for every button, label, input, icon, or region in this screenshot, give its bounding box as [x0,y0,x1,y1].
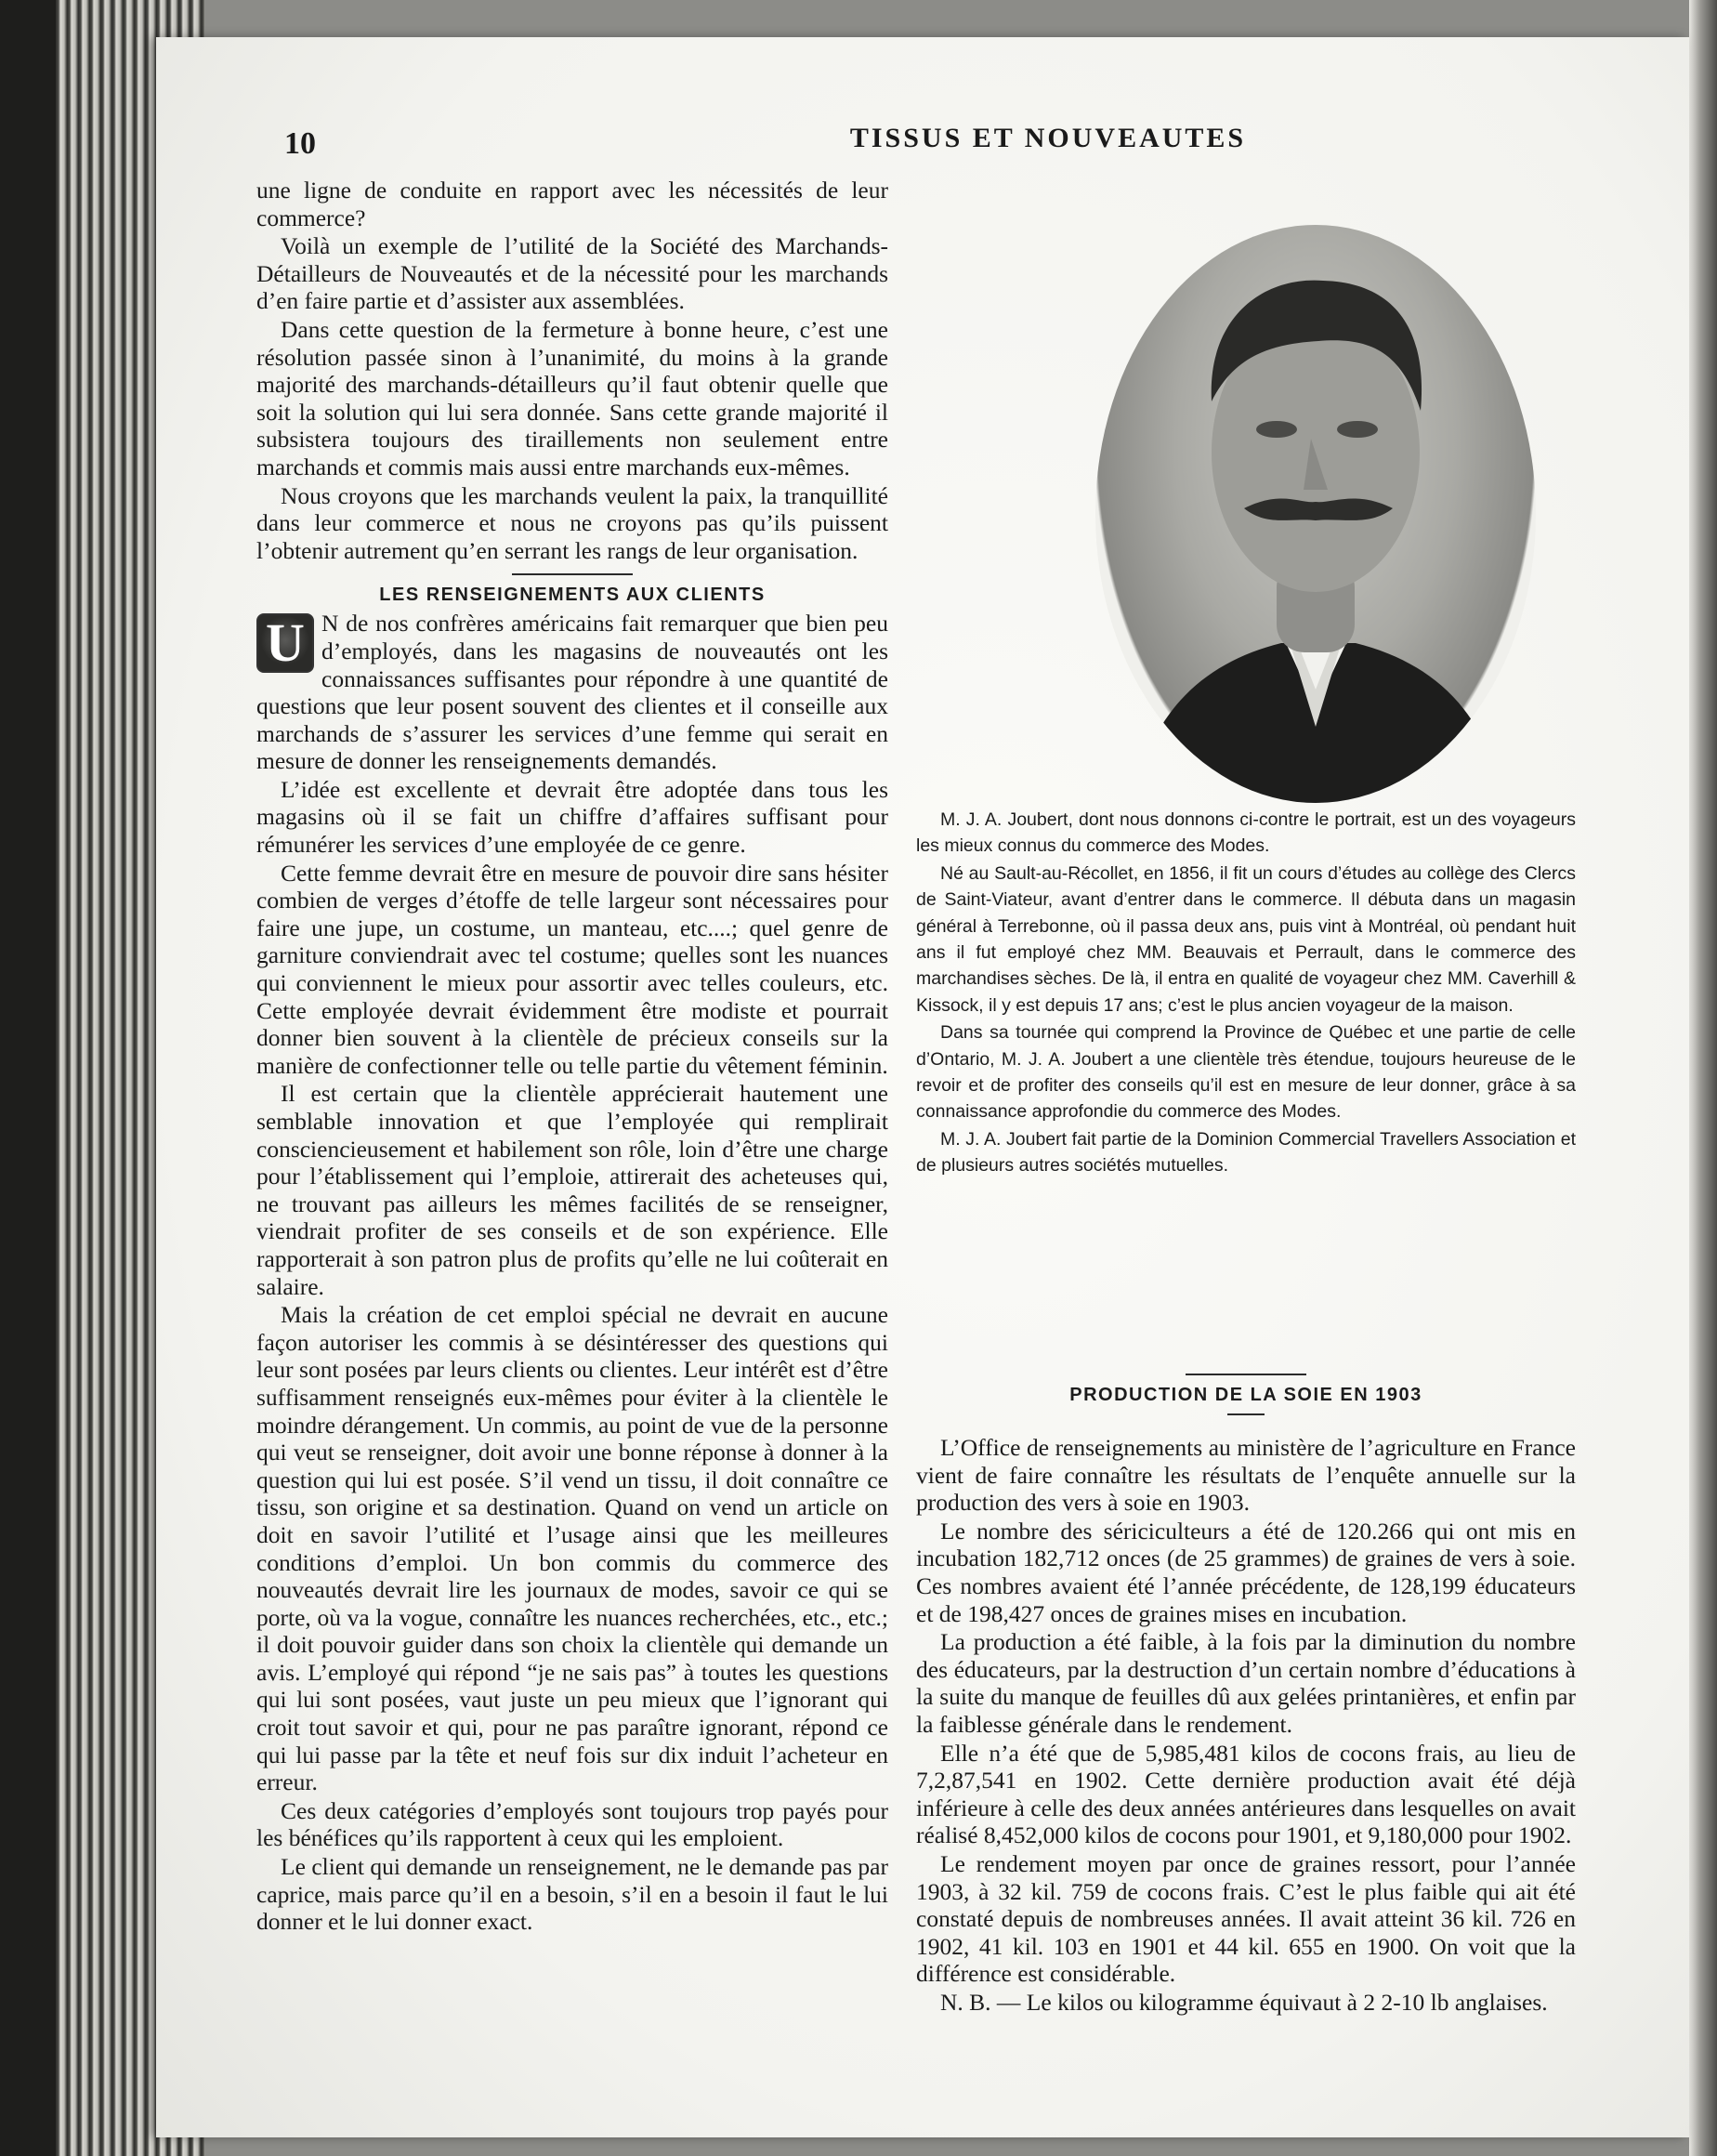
lead-paragraph [256,610,888,775]
section-title: PRODUCTION DE LA SOIE EN 1903 [1069,1385,1422,1405]
caption-paragraph: M. J. A. Joubert fait partie de la Dominion Commercial Travellers Association et de plusieurs autres sociétés mutuelles. [916,1128,1576,1177]
paragraph: Le rendement moyen par once de graines ressort, pour l’année 1903, à 32 kil. 759 de cocons frais. C’est le plus faible qui ait été constaté depuis de nombreuses années. Il avait atteint 36 kil. 726 en 1902, 41 kil. 103 en 1901 et 44 kil. 655 en 1900. On voit que la différence est considérable. [916,1849,1576,1988]
left-column [256,177,888,1937]
paragraph: Mais la création de cet emploi spécial ne devrait en aucune façon autoriser les commis à se désintéresser des questions qui leur sont posées par leurs clients ou clientes. Leur intérêt est d’être suffisamment renseignés eux-mêmes pour éviter à la clientèle le moindre dérangement. Un commis, au point de vue de la personne qui veut se renseigner, doit avoir une bonne réponse à donner à la question qui lui est posée. S’il vend un tissu, il doit connaître ce tissu, son origine et sa destination. Quand on vend un article on doit en savoir l’utilité et l’usage ainsi que les meilleures conditions d’emploi. Un bon commis du commerce des nouveautés devrait lire les journaux de modes, savoir ce qui se porte, où va la vogue, connaître les nuances recherchées, etc., etc.; il doit pouvoir guider dans son choix la clientèle qui demande un avis. L’employé qui répond “je ne sais pas” à toutes les questions qui lui sont posées, vaut juste un peu mieux que l’ignorant qui croit tout savoir et qui, pour ne pas paraître ignorant, répond ce qui lui passe par la tête et neuf fois sur dix induit l’acheteur en erreur. [256,1301,888,1796]
paragraph: Dans cette question de la fermeture à bonne heure, c’est une résolution passée sinon à l’unanimité, du moins à la grande majorité des marchands-détailleurs qu’il faut obtenir quelle que soit la solution qui lui sera donnée. Sans cette grande majorité il subsistera toujours des tiraillements non seulement entre marchands et commis mais aussi entre marchands eux-mêmes. [256,315,888,480]
caption-paragraph: M. J. A. Joubert, dont nous donnons ci-contre le portrait, est un des voyageurs les mieux connus du commerce des Modes. [916,809,1576,857]
section-rule [512,573,633,575]
paragraph: Nous croyons que les marchands veulent la paix, la tranquillité dans leur commerce et nous ne croyons pas qu’ils puissent l’obtenir autrement qu’en serrant les rangs de leur organisation. [256,481,888,564]
portrait-figure [1095,225,1536,803]
paragraph: Voilà un exemple de l’utilité de la Société des Marchands-Détailleurs de Nouveautés et de la nécessité pour les marchands d’en faire partie et d’assister aux assemblées. [256,232,888,315]
paragraph: une ligne de conduite en rapport avec les nécessités de leur commerce? [256,177,888,231]
paragraph: L’idée est excellente et devrait être adoptée dans tous les magasins où il se fait un chiffre d’affaires suffisant pour rémunérer les services d’une employée de ce genre. [256,775,888,859]
paragraph: Il est certain que la clientèle apprécierait hautement une semblable innovation et que l’employée qui remplirait consciencieusement et habilement son rôle, loin d’être une charge pour l’établissement qui l’emploie, attirerait des acheteuses qui, ne trouvant pas ailleurs les mêmes facilités de se renseigner, viendrait profiter de ses conseils et de son expérience. Elle rapporterait à son patron plus de profits qu’elle ne lui coûterait en salaire. [256,1080,888,1300]
section-title: LES RENSEIGNEMENTS AUX CLIENTS [379,585,766,606]
lead-paragraph-text: N de nos confrères américains fait remarquer que bien peu d’employés, dans les magasins de nouveautés ont les connaissances suffisantes pour répondre à une quantité de questions que leur posent souvent des clientes et il conseille aux marchands de s’assurer les services d’une femme qui serait en mesure de donner les renseignements demandés. [256,610,888,775]
running-title: TISSUS ET NOUVEAUTES [849,123,1247,153]
paragraph: Elle n’a été que de 5,985,481 kilos de cocons frais, au lieu de 7,2,87,541 en 1902. Cette dernière production avait été déjà inférieure à celle des deux années antérieures dans lesquelles on avait réalisé 8,452,000 kilos de cocons pour 1901, et 9,180,000 pour 1902. [916,1739,1576,1849]
book-cover-edge [0,0,56,2156]
paragraph: Ces deux catégories d’employés sont toujours trop payés pour les bénéfices qu’ils rapportent à ceux qui les emploient. [256,1796,888,1852]
caption-paragraph: Dans sa tournée qui comprend la Province de Québec et une partie de celle d’Ontario, M. J. A. Joubert a une clientèle très étendue, toujours heureuse de le revoir et de profiter des conseils qu’il est en mesure de leur donner, grâce à sa connaissance approfondie du commerce des Modes. [916,1022,1576,1123]
section-rule-short [1227,1413,1265,1415]
page-sheet [156,37,1689,2137]
book-right-edge [1689,0,1717,2156]
portrait-photo [1095,225,1536,803]
paragraph: Le client qui demande un renseignement, ne le demande pas par caprice, mais parce qu’il en a besoin, s’il en a besoin il faut le lui donner et le lui donner exact. [256,1853,888,1936]
paragraph: La production a été faible, à la fois par la diminution du nombre des éducateurs, par la destruction d’un certain nombre d’éducations à la suite du manque de feuilles dû aux gelées printanières, et enfin par la faiblesse générale dans le rendement. [916,1628,1576,1738]
paragraph: Cette femme devrait être en mesure de pouvoir dire sans hésiter combien de verges d’étoffe de telle largeur sont nécessaires pour faire une jupe, un costume, un manteau, etc....; quel genre de garniture conviendrait avec tel costume; quelles sont les nuances qui conviennent le mieux pour assortir avec telles couleurs, etc. Cette employée devrait évidemment être modiste et pourrait donner bien souvent à la clientèle de précieux conseils sur la manière de confectionner telle ou telle partie du vêtement féminin. [256,859,888,1079]
page-number: 10 [284,126,316,161]
caption-paragraph: Né au Sault-au-Récollet, en 1856, il fit un cours d’études au collège des Clercs de Saint-Viateur, avant d’entrer dans le commerce. Il débuta dans un magasin général à Terrebonne, où il passa deux ans, puis vint à Montréal, où pendant huit ans il fut employé chez MM. Beauvais et Perrault, dans le commerce des marchandises sèches. De là, il entra en qualité de voyageur chez MM. Caverhill & Kissock, il y est depuis 17 ans; c’est le plus ancien voyageur de la maison. [916,862,1576,1016]
silk-article [916,1364,1576,2017]
drop-cap: U [256,613,314,673]
section-rule [1186,1374,1306,1375]
paragraph: N. B. — Le kilos ou kilogramme équivaut à 2 2-10 lb anglaises. [940,1988,1548,2016]
paragraph: L’Office de renseignements au ministère de l’agriculture en France vient de faire connaître les résultats de l’enquête annuelle sur la production des vers à soie en 1903. [916,1434,1576,1517]
paragraph: Le nombre des sériciculteurs a été de 120.266 qui ont mis en incubation 182,712 onces (de 25 grammes) de graines de vers à soie. Ces nombres avaient été l’année précédente, de 128,199 éducateurs et de 198,427 onces de graines mises en incubation. [916,1517,1576,1627]
portrait-caption [916,807,1576,1180]
